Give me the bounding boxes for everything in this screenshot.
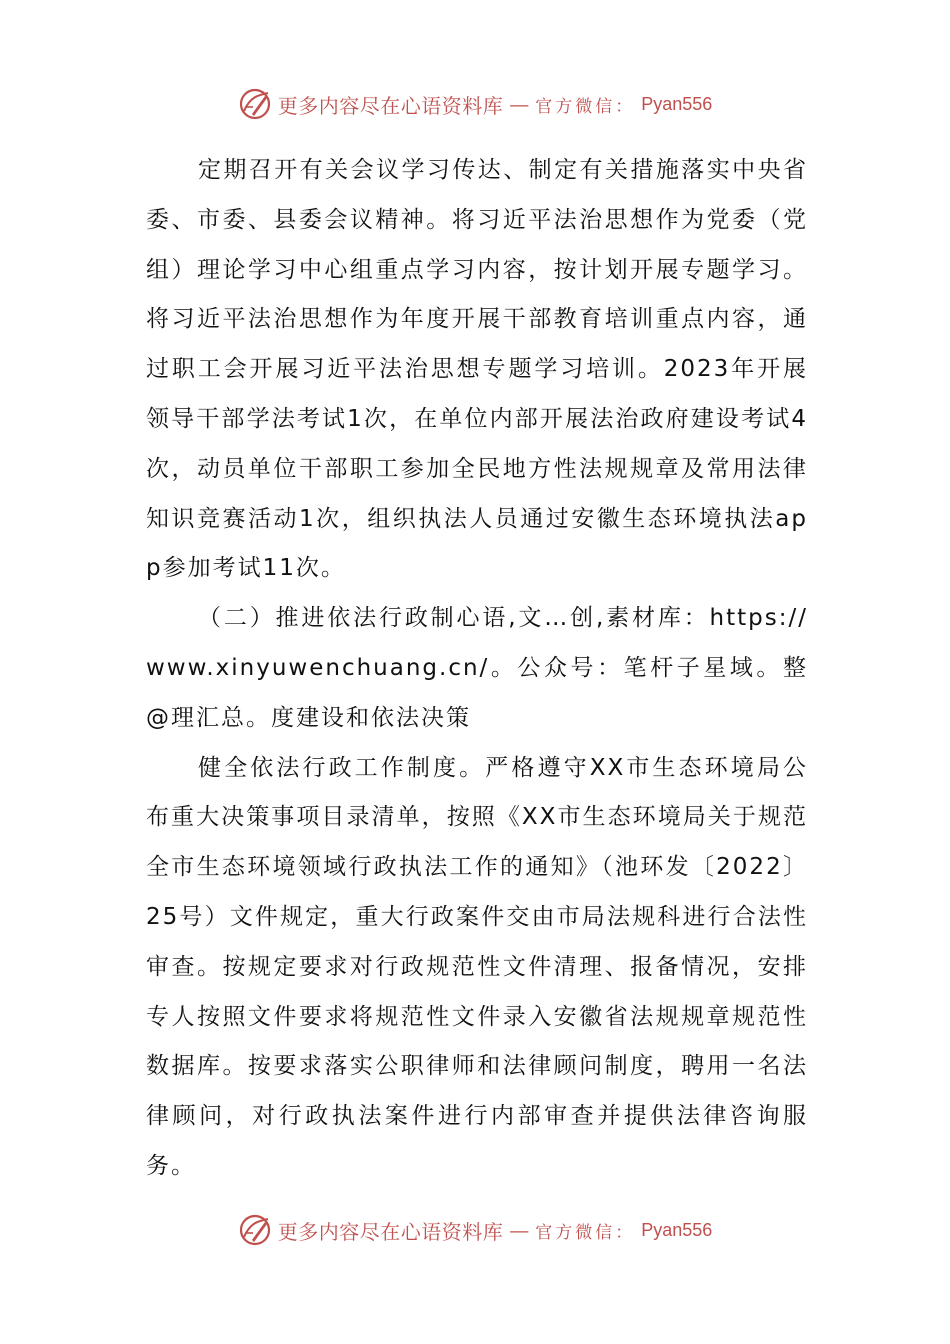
footer-banner (0, 1210, 950, 1250)
header-banner (0, 84, 950, 124)
banner-contact-label: 官方微信： (535, 1222, 636, 1243)
paragraph-study: 定期召开有关会议学习传达、制定有关措施落实中央省委、市委、县委会议精神。将习近平法治思想作为党委（党组）理论学习中心组重点学习内容，按计划开展专题学习。将习近平法治思想作为年度开展干部教育培训重点内容，通过职工会开展习近平法治思想专题学习培训。2023年开展领导干部学法考试1次，在单位内部开展法治政府建设考试4次，动员单位干部职工参加全民地方性法规规章及常用法律知识竞赛活动1次，组织执法人员通过安徽生态环境执法app参加考试11次。 (146, 157, 808, 582)
banner-contact-id: Pyan556 (641, 93, 713, 114)
pen-logo-icon (238, 1213, 272, 1247)
pen-logo-icon (238, 87, 272, 121)
banner-title: 更多内容尽在心语资料库 (277, 93, 504, 118)
paragraph-section-heading: （二）推进依法行政制心语,文…创,素材库：https://www.xinyuwenchuang.cn/。公众号：笔杆子星域。整@理汇总。度建设和依法决策 (146, 605, 808, 731)
banner-contact-label: 官方微信： (535, 96, 636, 117)
banner-contact-id: Pyan556 (641, 1219, 713, 1240)
paragraph-legal-system: 健全依法行政工作制度。严格遵守XX市生态环境局公布重大决策事项目录清单，按照《XX市生态环境局关于规范全市生态环境领域行政执法工作的通知》（池环发〔2022〕25号）文件规定，重大行政案件交由市局法规科进行合法性审查。按规定要求对行政规范性文件清理、报备情况，安排专人按照文件要求将规范性文件录入安徽省法规规章规范性数据库。按要求落实公职律师和法律顾问制度，聘用一名法律顾问，对行政执法案件进行内部审查并提供法律咨询服务。 (146, 754, 808, 1179)
document-body (146, 146, 808, 1192)
banner-title: 更多内容尽在心语资料库 (277, 1219, 504, 1244)
banner-dash: — (509, 1218, 530, 1242)
banner-dash: — (509, 92, 530, 116)
